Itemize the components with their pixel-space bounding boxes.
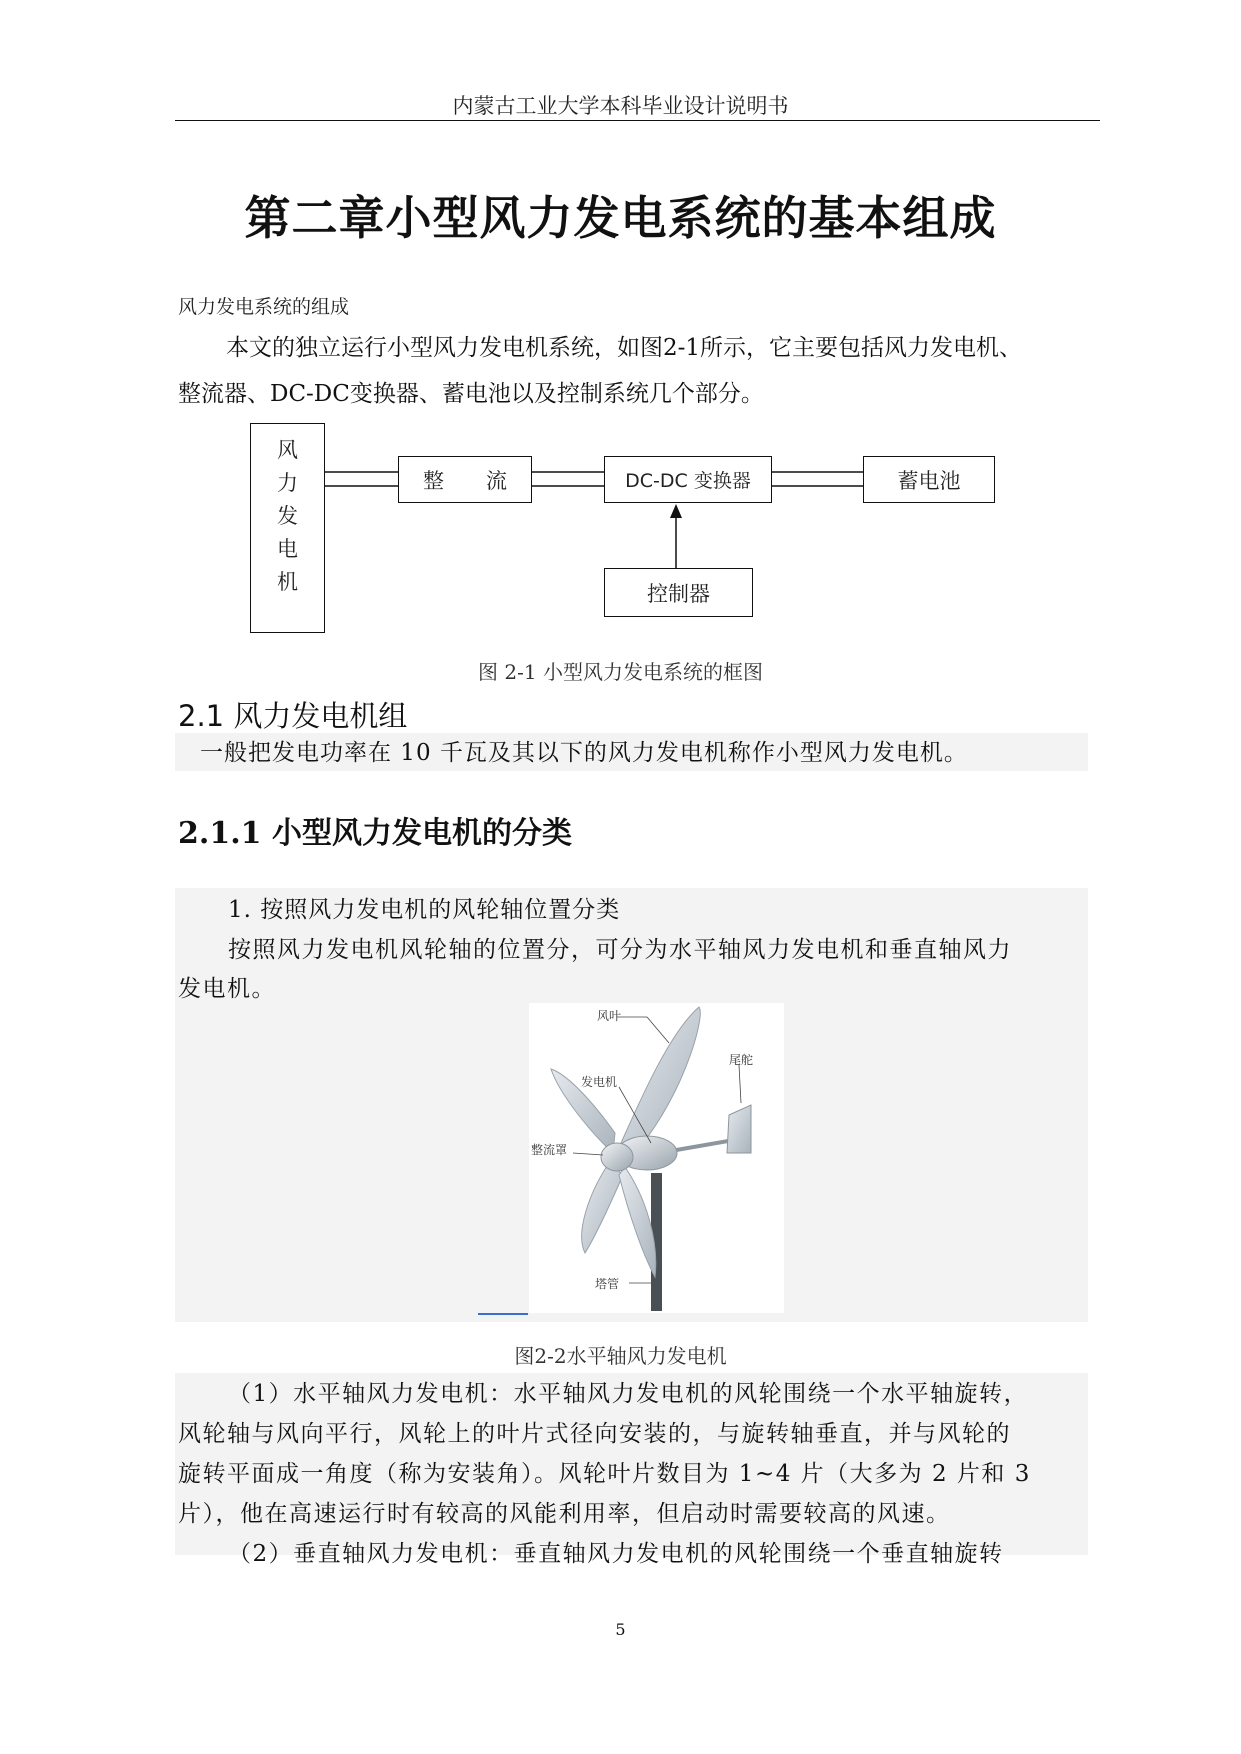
generator-box: [250, 423, 325, 633]
rectifier-label: 整 流: [423, 468, 507, 493]
intro-line-1: 本文的独立运行小型风力发电机系统，如图2-1所示，它主要包括风力发电机、: [226, 335, 1023, 361]
converter-box: [604, 456, 772, 503]
blue-underline: [478, 1313, 528, 1315]
chapter-title: 第二章小型风力发电系统的基本组成: [244, 191, 997, 245]
horizontal-paragraph-line-3: 旋转平面成一角度（称为安装角）。风轮叶片数目为 1~4 片（大多为 2 片和 3: [178, 1461, 1031, 1487]
generator-char: 风: [277, 438, 298, 462]
label-blade: 风叶: [597, 1009, 622, 1023]
vertical-paragraph-line-1: （2）垂直轴风力发电机：垂直轴风力发电机的风轮围绕一个垂直轴旋转: [228, 1541, 1004, 1567]
classification-item-1: 1. 按照风力发电机的风轮轴位置分类: [228, 897, 621, 923]
label-generator: 发电机: [581, 1075, 618, 1089]
rectifier-box: [398, 456, 532, 503]
label-tail: 尾舵: [729, 1053, 754, 1067]
classification-text-line-1: 按照风力发电机风轮轴的位置分，可分为水平轴风力发电机和垂直轴风力: [228, 937, 1012, 963]
figure-2-2-caption: 图2-2水平轴风力发电机: [514, 1344, 727, 1368]
generator-char: 电: [277, 537, 298, 561]
page-number: 5: [615, 1620, 626, 1639]
classification-text-line-2: 发电机。: [178, 976, 276, 1002]
wind-turbine-photo: [529, 1003, 784, 1313]
controller-box: [604, 568, 753, 617]
horizontal-paragraph-line-1: （1）水平轴风力发电机：水平轴风力发电机的风轮围绕一个水平轴旋转，: [228, 1381, 1029, 1407]
battery-box: [863, 456, 995, 503]
generator-char: 发: [277, 504, 298, 528]
horizontal-paragraph-line-2: 风轮轴与风向平行，风轮上的叶片式径向安装的，与旋转轴垂直，并与风轮的: [178, 1421, 1011, 1447]
section-2-1-1-heading: 2.1.1 小型风力发电机的分类: [178, 816, 572, 851]
label-tower: 塔管: [595, 1277, 620, 1291]
controller-label: 控制器: [647, 581, 710, 606]
section-2-1-text: 一般把发电功率在 10 千瓦及其以下的风力发电机称作小型风力发电机。: [200, 740, 968, 766]
wind-turbine-illustration: [529, 1003, 784, 1313]
header-rule: [175, 120, 1100, 121]
label-fairing: 整流罩: [531, 1143, 568, 1157]
running-header: 内蒙古工业大学本科毕业设计说明书: [452, 94, 789, 118]
generator-char: 力: [277, 471, 298, 495]
generator-char: 机: [277, 570, 298, 594]
figure-2-1-caption: 图 2-1 小型风力发电系统的框图: [478, 660, 763, 684]
converter-label: DC-DC 变换器: [625, 470, 751, 492]
intro-line-2: 整流器、DC-DC变换器、蓄电池以及控制系统几个部分。: [178, 381, 764, 407]
horizontal-paragraph-line-4: 片），他在高速运行时有较高的风能利用率，但启动时需要较高的风速。: [178, 1501, 951, 1527]
battery-label: 蓄电池: [897, 468, 961, 493]
section-2-1-heading: 2.1 风力发电机组: [178, 699, 408, 733]
section-label: 风力发电系统的组成: [178, 296, 350, 318]
